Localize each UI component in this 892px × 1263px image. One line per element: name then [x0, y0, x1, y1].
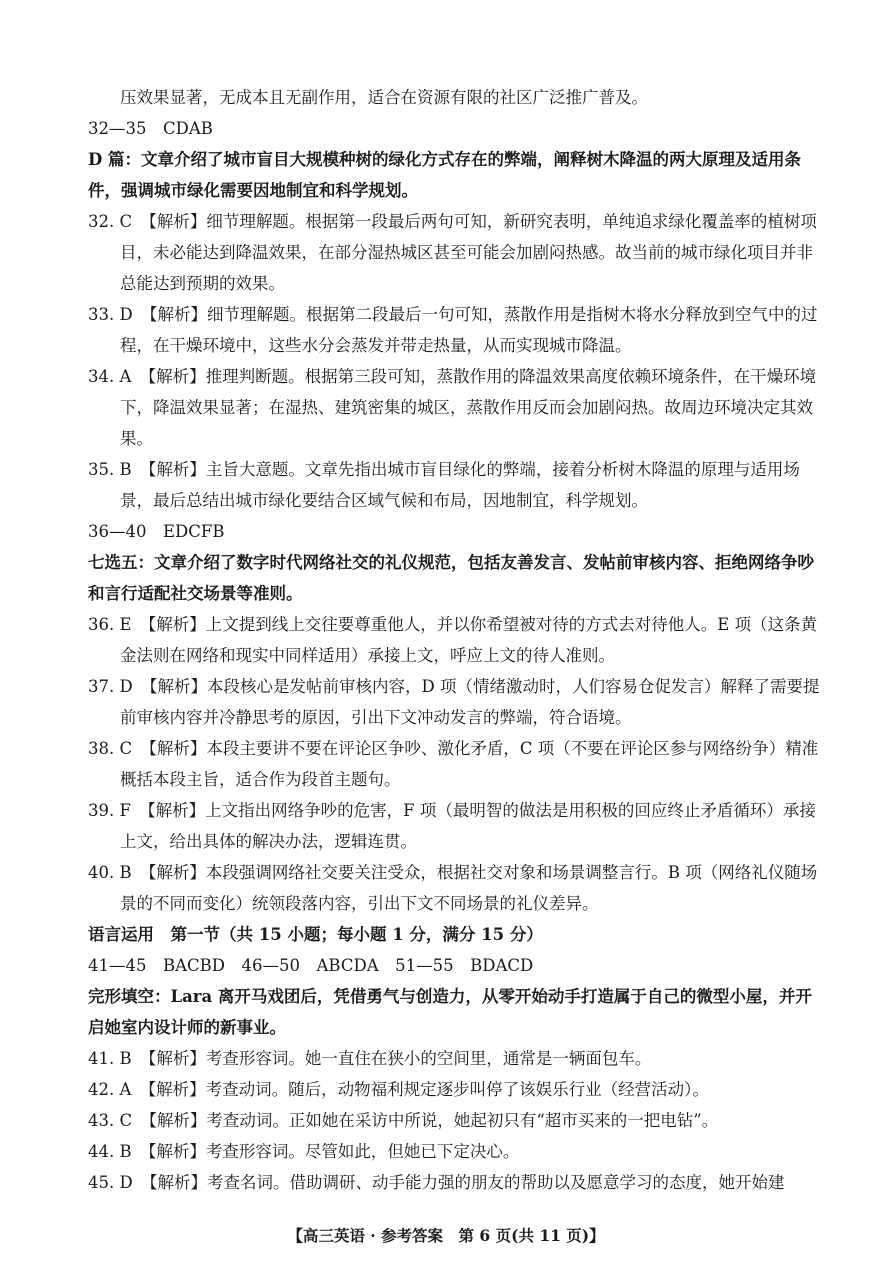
answer-keys-32-35: 32—35 CDAB [88, 119, 213, 138]
item-39: 39. F 【解析】上文指出网络争吵的危害，F 项（最明智的做法是用积极的回应终止矛盾循环）承接上文，给出具体的解决办法，逻辑连贯。 [88, 801, 816, 851]
answer-keys-41-55: 41—45 BACBD 46—50 ABCDA 51—55 BDACD [88, 956, 534, 975]
line-01: 压效果显著，无成本且无副作用，适合在资源有限的社区广泛推广普及。 [120, 88, 648, 107]
seven-choose-five-summary: 七选五：文章介绍了数字时代网络社交的礼仪规范，包括友善发言、发帖前审核内容、拒绝网络争吵和言行适配社交场景等准则。 [88, 553, 814, 603]
item-36: 36. E 【解析】上文提到线上交往要尊重他人，并以你希望被对待的方式去对待他人。E 项（这条黄金法则在网络和现实中同样适用）承接上文，呼应上文的待人准则。 [88, 615, 818, 665]
item-40: 40. B 【解析】本段强调网络社交要关注受众，根据社交对象和场景调整言行。B 项（网络礼仪随场景的不同而变化）统领段落内容，引出下文不同场景的礼仪差异。 [88, 863, 818, 913]
item-43: 43. C 【解析】考查动词。正如她在采访中所说，她起初只有“超市买来的一把电钻”。 [88, 1111, 719, 1130]
item-45: 45. D 【解析】考查名词。借助调研、动手能力强的朋友的帮助以及愿意学习的态度，她开始建 [88, 1173, 785, 1192]
cloze-summary: 完形填空：Lara 离开马戏团后，凭借勇气与创造力，从零开始动手打造属于自己的微型小屋，并开启她室内设计师的新事业。 [88, 987, 812, 1037]
item-41: 41. B 【解析】考查形容词。她一直住在狭小的空间里，通常是一辆面包车。 [88, 1049, 652, 1068]
item-44: 44. B 【解析】考查形容词。尽管如此，但她已下定决心。 [88, 1142, 520, 1161]
item-35: 35. B 【解析】主旨大意题。文章先指出城市盲目绿化的弊端，接着分析树木降温的原理与适用场景，最后总结出城市绿化要结合区域气候和布局，因地制宜，科学规划。 [88, 460, 800, 510]
page-footer: 【高三英语 · 参考答案 第 6 页(共 11 页)】 [287, 1226, 605, 1245]
section-heading-language-use: 语言运用 第一节（共 15 小题；每小题 1 分，满分 15 分） [88, 925, 543, 944]
item-33: 33. D 【解析】细节理解题。根据第二段最后一句可知，蒸散作用是指树木将水分释放到空气中的过程，在干燥环境中，这些水分会蒸发并带走热量，从而实现城市降温。 [88, 305, 818, 355]
passage-d-summary: D 篇：文章介绍了城市盲目大规模种树的绿化方式存在的弊端，阐释树木降温的两大原理及适用条件，强调城市绿化需要因地制宜和科学规划。 [88, 150, 802, 200]
item-32: 32. C 【解析】细节理解题。根据第一段最后两句可知，新研究表明，单纯追求绿化覆盖率的植树项目，未必能达到降温效果，在部分湿热城区甚至可能会加剧闷热感。故当前的城市绿化项目并非总能达到预期的效果。 [88, 212, 817, 293]
item-37: 37. D 【解析】本段核心是发帖前审核内容，D 项（情绪激动时，人们容易仓促发言）解释了需要提前审核内容并冷静思考的原因，引出下文冲动发言的弊端，符合语境。 [88, 677, 820, 727]
item-38: 38. C 【解析】本段主要讲不要在评论区争吵、激化矛盾，C 项（不要在评论区参与网络纷争）精准概括本段主旨，适合作为段首主题句。 [88, 739, 819, 789]
item-34: 34. A 【解析】推理判断题。根据第三段可知，蒸散作用的降温效果高度依赖环境条件，在干燥环境下，降温效果显著；在湿热、建筑密集的城区，蒸散作用反而会加剧闷热。故周边环境决定其效果。 [88, 367, 817, 448]
item-42: 42. A 【解析】考查动词。随后，动物福利规定逐步叫停了该娱乐行业（经营活动）。 [88, 1080, 709, 1099]
answer-keys-36-40: 36—40 EDCFB [88, 522, 225, 541]
